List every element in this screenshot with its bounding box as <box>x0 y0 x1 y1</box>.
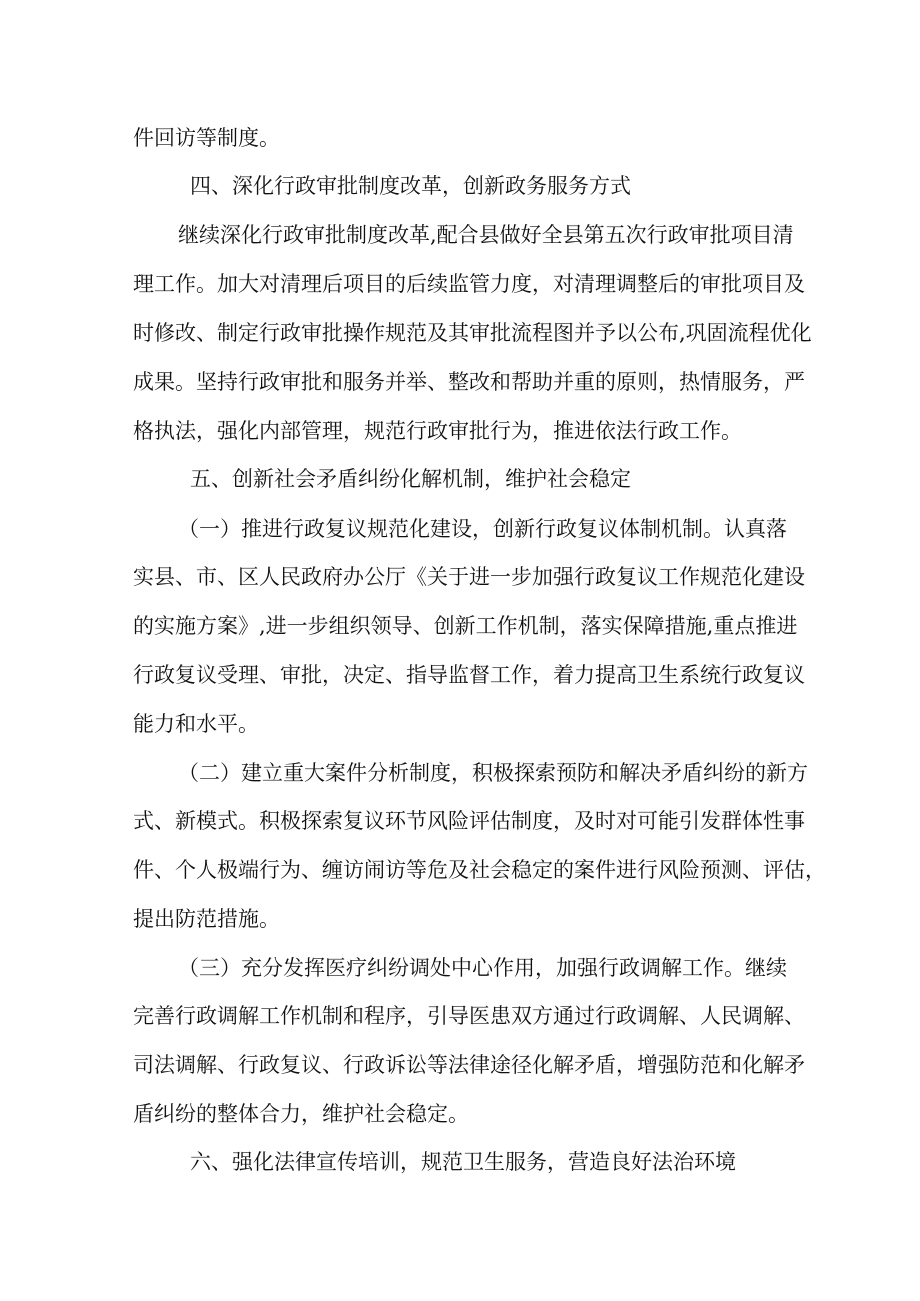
subsection-2-line: （二）建立重大案件分析制度，积极探索预防和解决矛盾纠纷的新方 <box>178 761 808 785</box>
paragraph-line: 继续深化行政审批制度改革,配合县做好全县第五次行政审批项目清 <box>178 223 794 247</box>
subsection-3-line: （三）充分发挥医疗纠纷调处中心作用，加强行政调解工作。继续 <box>178 956 787 980</box>
paragraph-line: 理工作。加大对清理后项目的后续监管力度，对清理调整后的审批项目及 <box>133 272 805 296</box>
paragraph-line: 件回访等制度。 <box>133 126 280 150</box>
paragraph-line: 时修改、制定行政审批操作规范及其审批流程图并予以公布,巩固流程优化 <box>133 321 812 345</box>
section-heading-5: 五、创新社会矛盾纠纷化解机制，维护社会稳定 <box>190 467 631 491</box>
paragraph-line: 能力和水平。 <box>133 712 259 736</box>
paragraph-line: 提出防范措施。 <box>133 907 280 931</box>
subsection-1-line: （一）推进行政复议规范化建设，创新行政复议体制机制。认真落 <box>178 517 787 541</box>
paragraph-line: 行政复议受理、审批，决定、指导监督工作，着力提高卫生系统行政复议 <box>133 663 805 687</box>
paragraph-line: 司法调解、行政复议、行政诉讼等法律途径化解矛盾，增强防范和化解矛 <box>133 1053 805 1077</box>
paragraph-line: 成果。坚持行政审批和服务并举、整改和帮助并重的原则，热情服务，严 <box>133 370 805 394</box>
section-heading-4: 四、深化行政审批制度改革，创新政务服务方式 <box>190 174 631 198</box>
section-heading-6: 六、强化法律宣传培训，规范卫生服务，营造良好法治环境 <box>190 1150 736 1174</box>
paragraph-line: 件、个人极端行为、缠访闹访等危及社会稳定的案件进行风险预测、评估， <box>133 858 826 882</box>
paragraph-line: 盾纠纷的整体合力，维护社会稳定。 <box>133 1102 469 1126</box>
paragraph-line: 完善行政调解工作机制和程序，引导医患双方通过行政调解、人民调解、 <box>133 1004 805 1028</box>
paragraph-line: 格执法，强化内部管理，规范行政审批行为，推进依法行政工作。 <box>133 419 742 443</box>
paragraph-line: 的实施方案》,进一步组织领导、创新工作机制，落实保障措施,重点推进 <box>133 614 798 638</box>
paragraph-line: 实县、市、区人民政府办公厅《关于进一步加强行政复议工作规范化建设 <box>133 565 805 589</box>
paragraph-line: 式、新模式。积极探索复议环节风险评估制度，及时对可能引发群体性事 <box>133 809 805 833</box>
